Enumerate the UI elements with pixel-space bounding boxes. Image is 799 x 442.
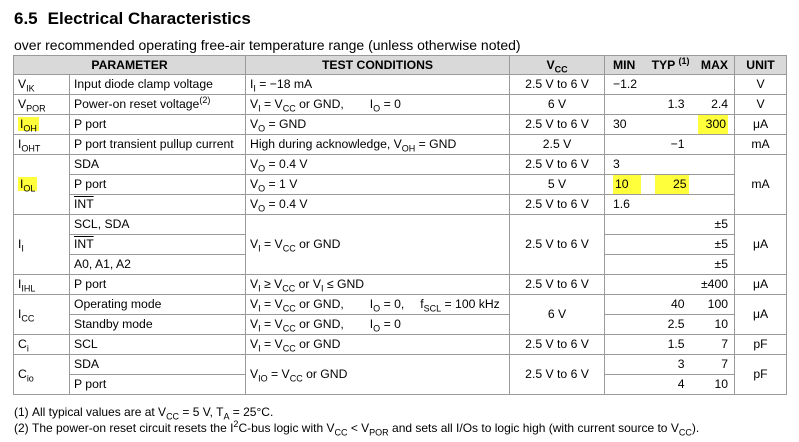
table-row (14, 315, 787, 335)
vcc-value: 2.5 V to 6 V (510, 355, 605, 395)
unit: V (735, 95, 787, 115)
vcc-value: 2.5 V to 6 V (510, 335, 605, 355)
table-row (14, 175, 787, 195)
min-typ-max: 3 (605, 155, 735, 175)
param-symbol: $I_{OH}$ (14, 115, 70, 135)
footnote: (1) All typical values are at $V_{CC} = 5$ V, $T_A = 25^\circ C$. (14, 405, 274, 422)
table-row (14, 295, 787, 315)
vcc-value: 2.5 V to 6 V (510, 195, 605, 215)
param-desc: P port transient pullup current (70, 135, 246, 155)
param-symbol: $C_{io}$ (14, 355, 70, 395)
param-symbol: $V_{POR}$ (14, 95, 70, 115)
param-desc: $\overline{INT}$ (70, 195, 246, 215)
footnotes (14, 404, 699, 436)
table-row (14, 215, 787, 235)
param-symbol: $I_I$ (14, 215, 70, 275)
min-typ-max: 4 10 (605, 375, 735, 395)
header-parameter: PARAMETER (14, 56, 246, 75)
vcc-value: 6 V (510, 95, 605, 115)
table-row (14, 275, 787, 295)
param-desc: P port (70, 375, 246, 395)
table-row (14, 135, 787, 155)
table-row (14, 335, 787, 355)
table-row (14, 355, 787, 375)
test-condition: $V_{IO} = V_{CC}$ or GND (246, 355, 510, 395)
vcc-value: 2.5 V to 6 V (510, 115, 605, 135)
param-desc: SCL (70, 335, 246, 355)
vcc-value: 5 V (510, 175, 605, 195)
vcc-value: 2.5 V to 6 V (510, 275, 605, 295)
min-typ-max: 10 25 (605, 175, 735, 195)
min-typ-max: −1 (605, 135, 735, 155)
min-typ-max: 40 100 (605, 295, 735, 315)
table-row (14, 195, 787, 215)
test-condition: $V_O = 1$ V (246, 175, 510, 195)
min-typ-max: 1.5 7 (605, 335, 735, 355)
test-condition: $V_O = 0.4$ V (246, 155, 510, 175)
min-typ-max: ±5 (605, 255, 735, 275)
param-desc: SCL, SDA (70, 215, 246, 235)
test-condition: $I_I = -18$ mA (246, 75, 510, 95)
vcc-value: 6 V (510, 295, 605, 335)
param-desc: P port (70, 175, 246, 195)
param-desc: P port (70, 115, 246, 135)
unit: μA (735, 295, 787, 335)
param-symbol: $V_{IK}$ (14, 75, 70, 95)
param-desc: A0, A1, A2 (70, 255, 246, 275)
vcc-value: 2.5 V to 6 V (510, 75, 605, 95)
test-condition: High during acknowledge, $V_{OH}$ = GND (246, 135, 510, 155)
table-row (14, 75, 787, 95)
param-symbol: $I_{OHT}$ (14, 135, 70, 155)
param-desc: Input diode clamp voltage (70, 75, 246, 95)
unit: pF (735, 335, 787, 355)
param-desc: Operating mode (70, 295, 246, 315)
section-subtitle: over recommended operating free-air temperature range (unless otherwise noted) (14, 37, 521, 53)
param-desc: SDA (70, 355, 246, 375)
unit: μA (735, 215, 787, 275)
param-desc: Power-on reset voltage$^{(2)}$ (70, 95, 246, 115)
test-condition: $V_I = V_{CC}$ or GND, $I_O = 0$ (246, 95, 510, 115)
test-condition: $V_I = V_{CC}$ or GND (246, 335, 510, 355)
min-typ-max: 1.3 2.4 (605, 95, 735, 115)
unit: V (735, 75, 787, 95)
footnote: (2) The power-on reset circuit resets the $I^2C$-bus logic with $V_{CC} < V_{POR}$ and sets all I/Os to logic high (with current source to $V_{CC}$). (14, 419, 700, 438)
vcc-value: 2.5 V to 6 V (510, 155, 605, 175)
param-desc: SDA (70, 155, 246, 175)
test-condition: $V_I = V_{CC}$ or GND (246, 215, 510, 275)
min-typ-max: 3 7 (605, 355, 735, 375)
header-unit: UNIT (735, 56, 787, 75)
param-desc: Standby mode (70, 315, 246, 335)
table-row (14, 155, 787, 175)
min-typ-max: 2.5 10 (605, 315, 735, 335)
param-symbol: $I_{OL}$ (14, 155, 70, 215)
test-condition: $V_I \ge V_{CC}$ or $V_I$ ≤ GND (246, 275, 510, 295)
min-typ-max: 30 300 (605, 115, 735, 135)
min-typ-max: ±5 (605, 215, 735, 235)
min-typ-max: ±400 (605, 275, 735, 295)
header-test-conditions: TEST CONDITIONS (246, 56, 510, 75)
unit: mA (735, 155, 787, 215)
unit: mA (735, 135, 787, 155)
section-title: 6.5 Electrical Characteristics (14, 9, 251, 28)
param-symbol: $I_{IHL}$ (14, 275, 70, 295)
param-symbol: $C_i$ (14, 335, 70, 355)
test-condition: $V_I = V_{CC}$ or GND, $I_O = 0$ (246, 315, 510, 335)
param-symbol: $I_{CC}$ (14, 295, 70, 335)
table-row (14, 115, 787, 135)
electrical-characteristics-table (13, 55, 787, 395)
unit: pF (735, 355, 787, 395)
test-condition: $V_O = 0.4$ V (246, 195, 510, 215)
vcc-value: 2.5 V to 6 V (510, 215, 605, 275)
table-row (14, 95, 787, 115)
table-header-row (14, 56, 787, 75)
unit: μA (735, 275, 787, 295)
header-vcc: $V_{CC}$ (510, 56, 605, 75)
min-typ-max: ±5 (605, 235, 735, 255)
min-typ-max: 1.6 (605, 195, 735, 215)
test-condition: $V_I = V_{CC}$ or GND, $I_O = 0$, $f_{SCL} = 100$ kHz (246, 295, 510, 315)
unit: μA (735, 115, 787, 135)
header-min-typ-max: MIN TYP $^{(1)}$ MAX (605, 56, 735, 75)
param-desc: $\overline{INT}$ (70, 235, 246, 255)
param-desc: P port (70, 275, 246, 295)
min-typ-max: −1.2 (605, 75, 735, 95)
test-condition: $V_O$ = GND (246, 115, 510, 135)
vcc-value: 2.5 V (510, 135, 605, 155)
